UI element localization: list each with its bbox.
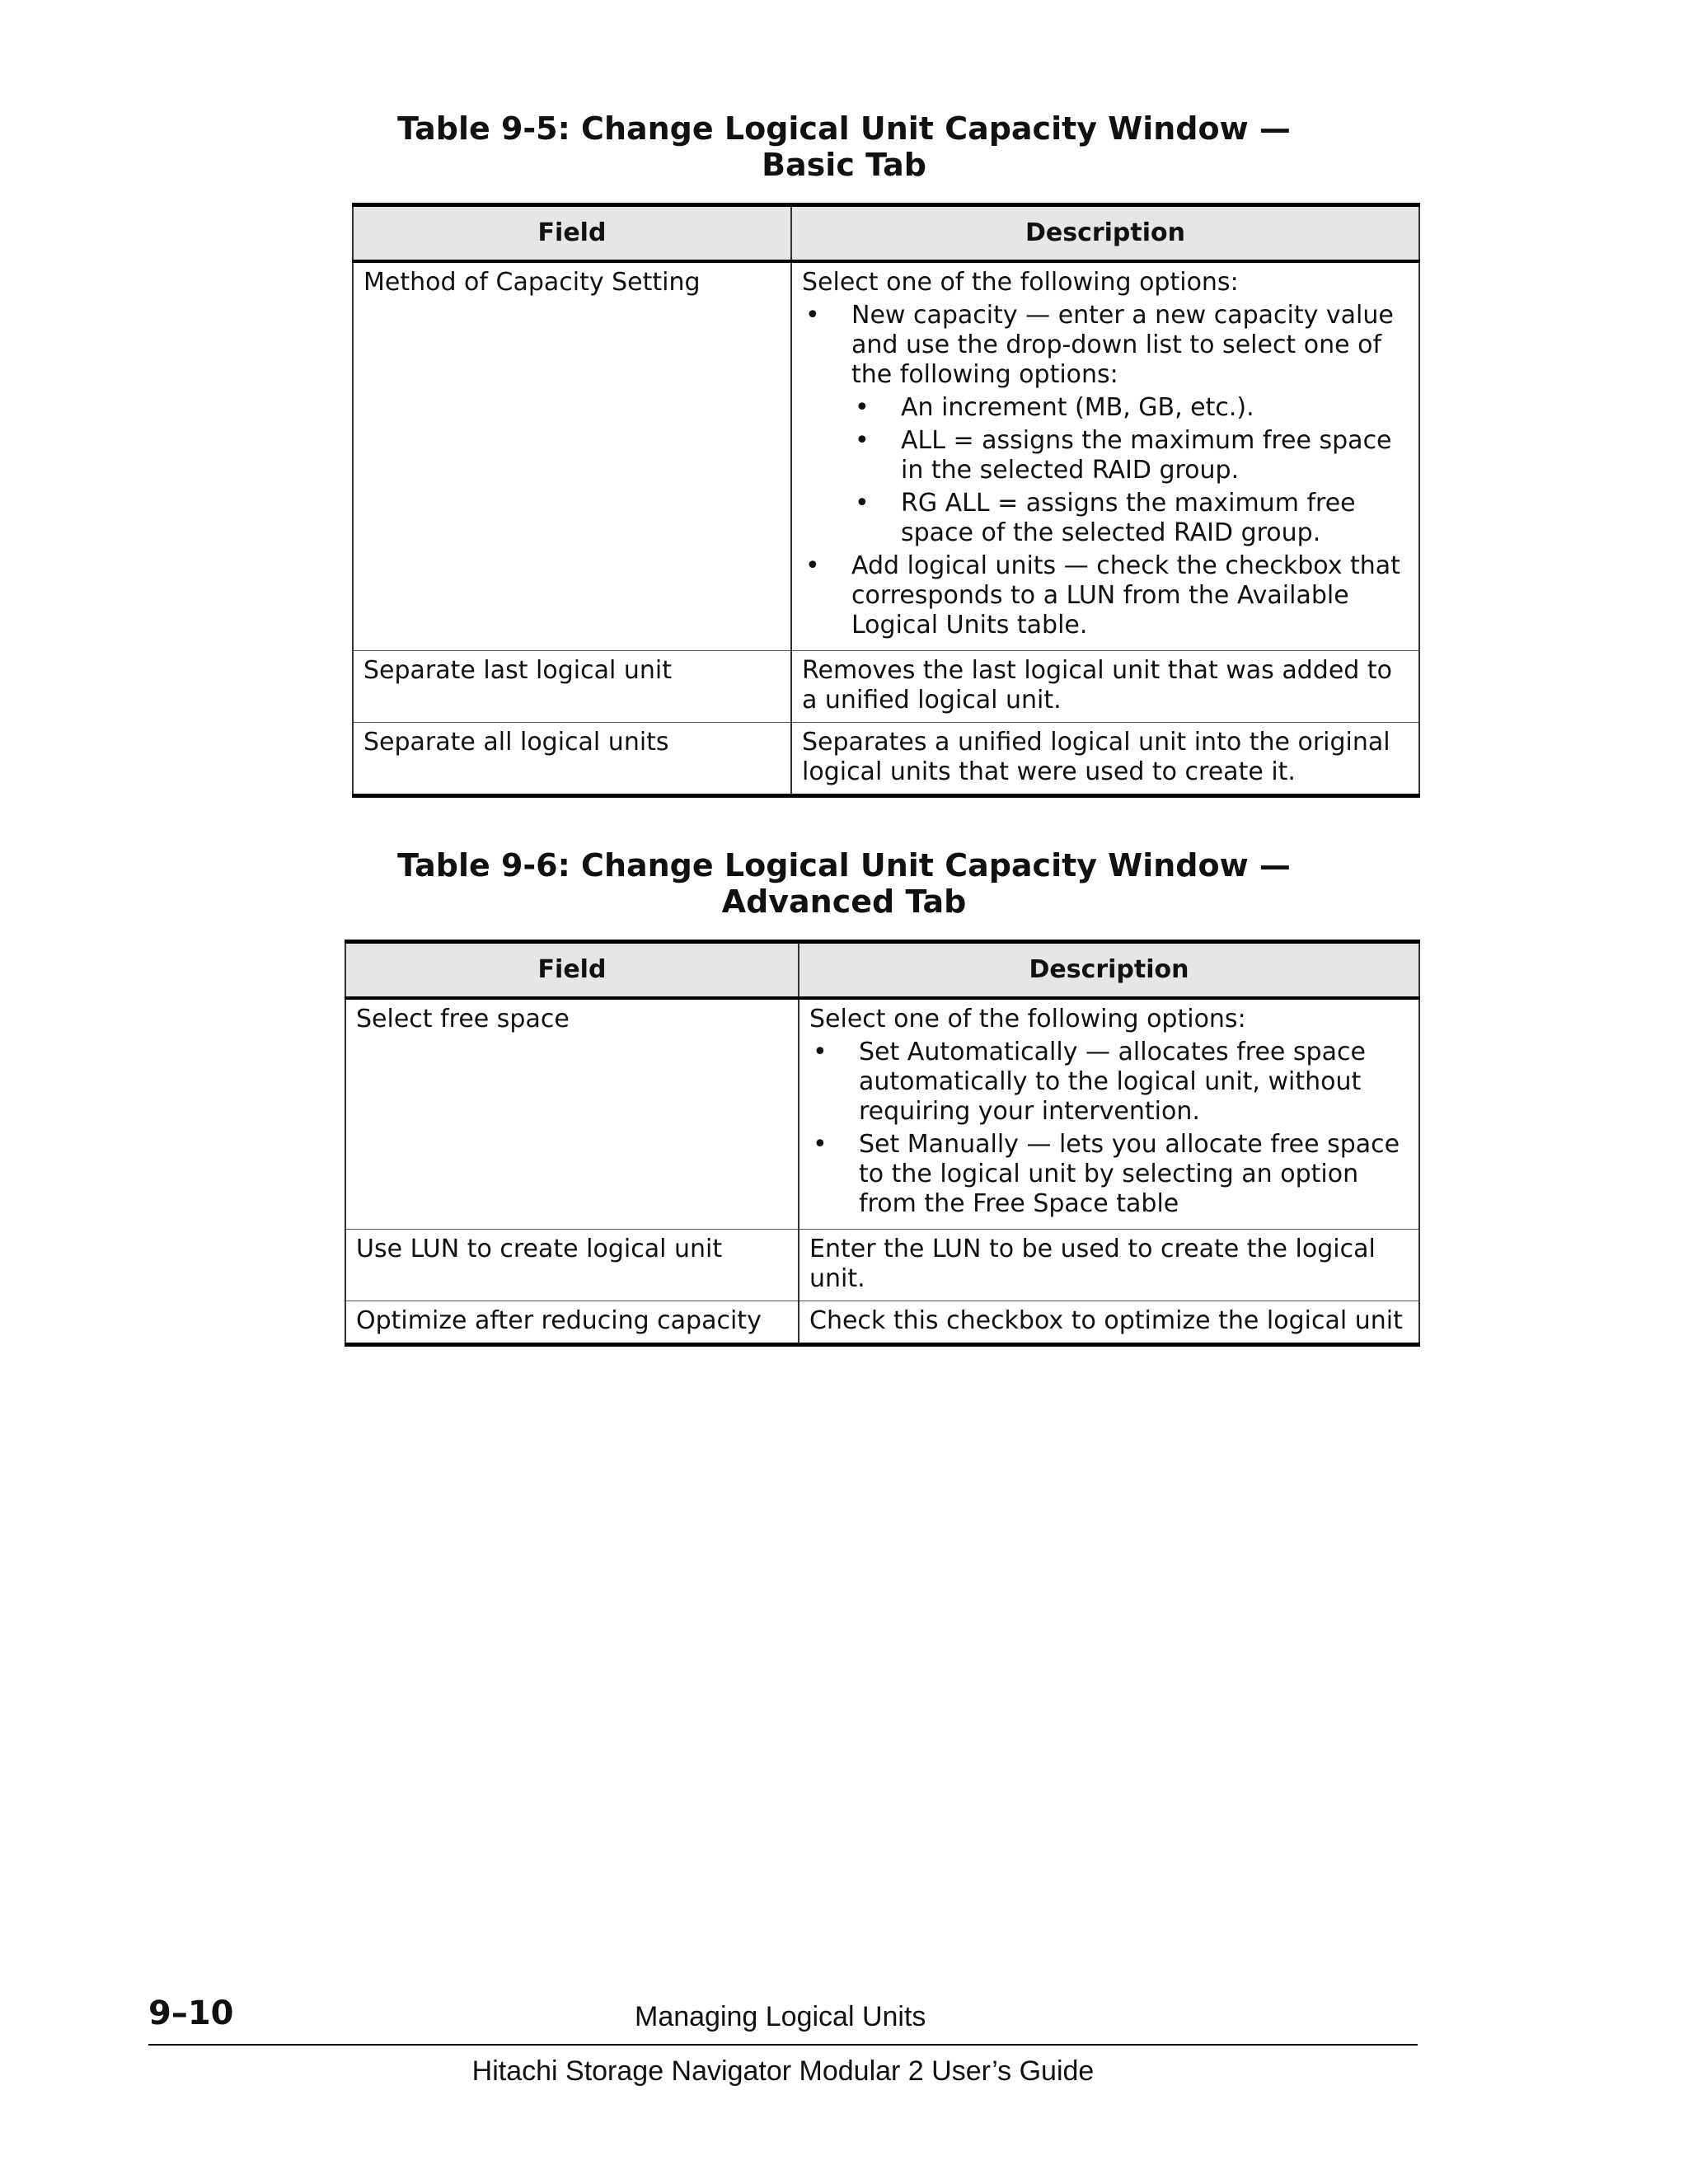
- description-cell: [799, 998, 1419, 1230]
- table-row: [345, 1301, 1419, 1345]
- sub-bullet-item: • RG ALL = assigns the maximum free space of the selected RAID group.: [851, 489, 1409, 548]
- column-header-description: Description: [799, 942, 1419, 999]
- description-cell: Separates a unified logical unit into the original logical units that were used to create it.: [791, 723, 1419, 796]
- footer-section-title: Managing Logical Units: [635, 2001, 926, 2032]
- page-number: 9–10: [148, 1994, 234, 2032]
- table-9-5-caption-line2: Basic Tab: [762, 147, 926, 183]
- description-cell: Check this checkbox to optimize the logical unit: [799, 1301, 1419, 1345]
- bullet-item: [802, 301, 1409, 548]
- field-cell: Separate last logical unit: [353, 651, 791, 723]
- bullet-item: • Set Manually — lets you allocate free space to the logical unit by selecting an option from the Free Space table: [809, 1130, 1409, 1219]
- table-row: [353, 723, 1419, 796]
- description-cell: [791, 261, 1419, 651]
- table-row: [353, 261, 1419, 651]
- table-9-6: [345, 940, 1420, 1347]
- field-cell: Optimize after reducing capacity: [345, 1301, 799, 1345]
- bullet-text: • Add logical units — check the checkbox that corresponds to a LUN from the Available Logical Units table.: [851, 551, 1400, 640]
- table-9-5-caption: [0, 110, 1688, 183]
- table-row: [345, 1230, 1419, 1301]
- sub-bullet-item: • ALL = assigns the maximum free space in the selected RAID group.: [851, 426, 1409, 485]
- table-row: [345, 998, 1419, 1230]
- bullet-list: [802, 301, 1409, 640]
- field-cell: Separate all logical units: [353, 723, 791, 796]
- description-cell: Removes the last logical unit that was added to a unified logical unit.: [791, 651, 1419, 723]
- bullet-list: [809, 1038, 1409, 1219]
- field-cell: Select free space: [356, 1005, 570, 1033]
- column-header-field: Field: [353, 205, 791, 262]
- bullet-item: • Set Automatically — allocates free space automatically to the logical unit, without requiring your intervention.: [809, 1038, 1409, 1127]
- sub-bullet-item: • An increment (MB, GB, etc.).: [851, 393, 1409, 423]
- table-9-6-caption: [0, 847, 1688, 920]
- footer-guide-title: Hitachi Storage Navigator Modular 2 User’s Guide: [471, 2055, 1095, 2087]
- sub-bullet-list: [851, 393, 1409, 548]
- column-header-field: Field: [345, 942, 799, 999]
- description-intro: Select one of the following options:: [802, 268, 1239, 297]
- table-9-6-caption-line2: Advanced Tab: [721, 883, 967, 920]
- bullet-text: • New capacity — enter a new capacity value and use the drop-down list to select one of the following options:: [851, 301, 1394, 389]
- table-header-row: [345, 942, 1419, 999]
- description-intro: Select one of the following options:: [809, 1005, 1246, 1033]
- table-header-row: [353, 205, 1419, 262]
- field-cell: Method of Capacity Setting: [363, 268, 701, 297]
- description-cell: Enter the LUN to be used to create the logical unit.: [799, 1230, 1419, 1301]
- table-9-6-caption-line1: Table 9-6: Change Logical Unit Capacity Window —: [397, 847, 1291, 883]
- table-9-5-caption-line1: Table 9-5: Change Logical Unit Capacity Window —: [397, 110, 1291, 147]
- field-cell: Use LUN to create logical unit: [345, 1230, 799, 1301]
- bullet-item: [802, 551, 1409, 640]
- table-9-5: [352, 203, 1420, 798]
- table-row: [353, 651, 1419, 723]
- footer-divider: [148, 2044, 1418, 2046]
- column-header-description: Description: [791, 205, 1419, 262]
